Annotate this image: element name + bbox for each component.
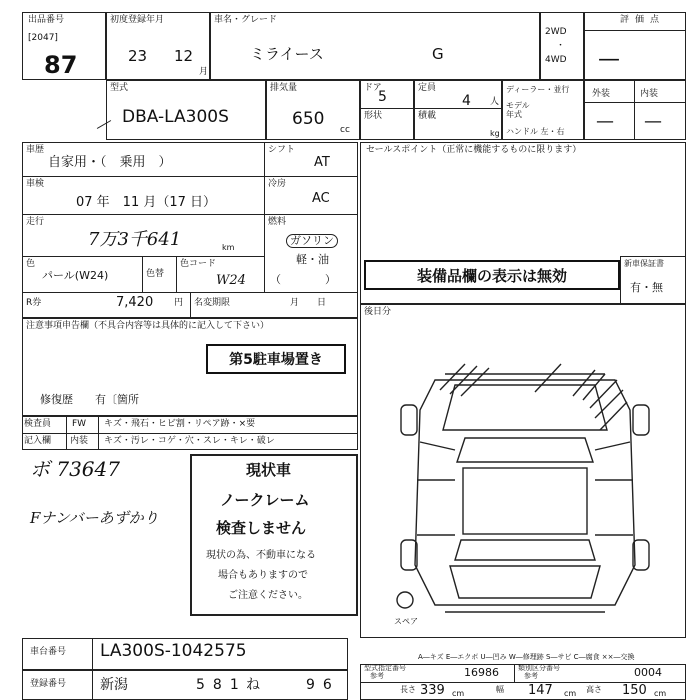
plate-region: 新潟: [100, 677, 128, 693]
first-reg-month: 12: [174, 47, 194, 65]
rear-window-outline: [455, 540, 595, 560]
plate-kana: ね: [246, 677, 260, 693]
displacement: 650: [292, 109, 325, 129]
name-change-value: 月 日: [290, 298, 327, 308]
entry-label: 記入欄: [24, 436, 52, 446]
handwritten-note-2: Fナンバーあずかり: [30, 509, 159, 527]
inspector-label: 検査員: [24, 419, 52, 429]
fw-items: キズ・飛石・ヒビ割・リペア跡・×要: [104, 419, 256, 429]
as-is-no-inspection: 検査しません: [216, 519, 307, 537]
color-label: 色: [26, 259, 36, 269]
later-label: 後日分: [364, 307, 392, 317]
use-label: 車歴: [26, 145, 45, 155]
interior-label: 内装: [640, 89, 659, 99]
use-value: 自家用・（ 乗用 ）: [48, 155, 172, 170]
designation-sub: 参考: [370, 672, 384, 680]
km-unit: km: [222, 243, 235, 252]
chassis-label: 車台番号: [30, 647, 67, 657]
drive-dot: ・: [556, 41, 566, 51]
lot-number: 87: [44, 51, 78, 79]
doors-label: ドア: [364, 83, 382, 93]
inspection-value: 07 年 11 月（17 日）: [76, 195, 217, 210]
fuel-label: 燃料: [268, 217, 287, 227]
yen-unit: 円: [174, 298, 184, 308]
wheel-fr: [633, 405, 649, 435]
height-value: 150: [622, 683, 647, 698]
spare-label: スペア: [394, 617, 418, 626]
lot-label: 出品番号: [28, 15, 65, 25]
category-sub: 参考: [524, 672, 538, 680]
car-name-label: 車名・グレード: [214, 15, 278, 25]
grade: G: [432, 45, 444, 63]
mileage-label: 走行: [26, 217, 45, 227]
interior-items: キズ・汚レ・コゲ・穴・スレ・キレ・破レ: [104, 436, 275, 446]
drive-2wd: 2WD: [545, 27, 567, 37]
handwritten-note-1: ボ 73647: [30, 457, 120, 481]
as-is-note-1: 現状の為、不動車になる: [206, 550, 316, 561]
color-value: パール(W24): [42, 269, 109, 282]
inspection-label: 車検: [26, 179, 45, 189]
month-unit: 月: [199, 67, 209, 77]
designation-label: 型式指定番号: [364, 664, 406, 672]
car-diagram: [395, 350, 655, 625]
mileage-value: 7万3千641: [88, 229, 182, 250]
color-code-label: 色コード: [180, 259, 217, 269]
drive-4wd: 4WD: [545, 55, 567, 65]
cm-unit-2: cm: [564, 689, 577, 698]
plate-number: 96: [306, 677, 340, 693]
model-code: DBA-LA300S: [122, 107, 229, 127]
first-reg-year: 23: [128, 47, 148, 65]
lot-sub: [2047]: [28, 33, 58, 43]
equipment-notice: 装備品欄の表示は無効: [364, 260, 620, 290]
car-name: ミライース: [250, 45, 324, 63]
sales-point-label: セールスポイント（正常に機能するものに限ります）: [366, 145, 582, 155]
length-label: 長さ: [400, 685, 416, 694]
rear-hatch-outline: [450, 566, 600, 598]
doors: 5: [378, 89, 387, 105]
capacity: 4: [462, 93, 471, 109]
color-code: W24: [216, 273, 246, 288]
length-value: 339: [420, 683, 445, 698]
score-value: —: [598, 47, 620, 72]
first-reg-label: 初度登録年月: [110, 15, 165, 25]
as-is-note-2: 場合もありますので: [218, 570, 308, 581]
shape-label: 形状: [364, 111, 383, 121]
category-value: 0004: [634, 666, 662, 679]
windshield-outline: [457, 438, 593, 462]
fuel-gasoline: ガソリン: [286, 234, 338, 248]
parking-stamp: 第5駐車場置き: [206, 344, 346, 374]
repair-label: 修復歴 有〔箇所: [40, 393, 139, 406]
ac-label: 冷房: [268, 179, 287, 189]
wheel-fl: [401, 405, 417, 435]
height-label: 高さ: [586, 685, 602, 694]
exterior-label: 外装: [592, 89, 611, 99]
fuel-paren: （ ）: [270, 273, 336, 286]
as-is-note-3: ご注意ください。: [228, 590, 308, 601]
cc-unit: cc: [340, 125, 350, 135]
displacement-label: 排気量: [270, 83, 298, 93]
interior-value: —: [644, 111, 662, 132]
model-year-label: モデル年式: [506, 101, 530, 119]
exterior-value: —: [596, 111, 614, 132]
warranty-value: 有・無: [630, 281, 663, 294]
cm-unit-3: cm: [654, 689, 667, 698]
shift-value: AT: [314, 155, 330, 170]
fuel-diesel: 軽・油: [296, 253, 329, 266]
designation-value: 16986: [464, 666, 499, 679]
plate-box: [22, 670, 348, 700]
color-change-label: 色替: [146, 269, 165, 279]
interior-row-label: 内装: [70, 436, 89, 446]
fw-label: FW: [72, 419, 87, 429]
width-label: 幅: [496, 685, 504, 694]
as-is-no-claim: ノークレーム: [220, 491, 310, 509]
warranty-label: 新車保証書: [624, 259, 664, 268]
model-label: 型式: [110, 83, 129, 93]
plate-label: 登録番号: [30, 679, 67, 689]
hood-outline: [443, 385, 607, 430]
plate-class: 581: [196, 677, 247, 693]
dealer-label: ディーラー・並行: [506, 85, 570, 94]
score-label: 評価点: [620, 15, 666, 25]
damage-legend: A―キズ E―エクボ U―凹み W―修理跡 S―サビ C―腐食 ××―交換: [418, 653, 635, 661]
chassis-value: LA300S-1042575: [100, 641, 247, 661]
recycle-label: R券: [26, 298, 42, 308]
width-value: 147: [528, 683, 553, 698]
kg-unit: kg: [490, 129, 500, 138]
persons-unit: 人: [490, 97, 500, 107]
load-label: 積載: [418, 111, 437, 121]
as-is-title: 現状車: [246, 461, 292, 479]
notes-label: 注意事項申告欄（不具合内容等は具体的に記入して下さい）: [26, 321, 270, 331]
category-label: 類別区分番号: [518, 664, 560, 672]
capacity-label: 定員: [418, 83, 437, 93]
ac-value: AC: [312, 191, 330, 206]
recycle-value: 7,420: [116, 295, 154, 310]
cm-unit-1: cm: [452, 689, 465, 698]
spare-tire: [397, 592, 413, 608]
handle-label: ハンドル 左・右: [506, 127, 565, 136]
roof-outline: [463, 468, 587, 534]
name-change-label: 名変期限: [194, 298, 231, 308]
shift-label: シフト: [268, 145, 296, 155]
